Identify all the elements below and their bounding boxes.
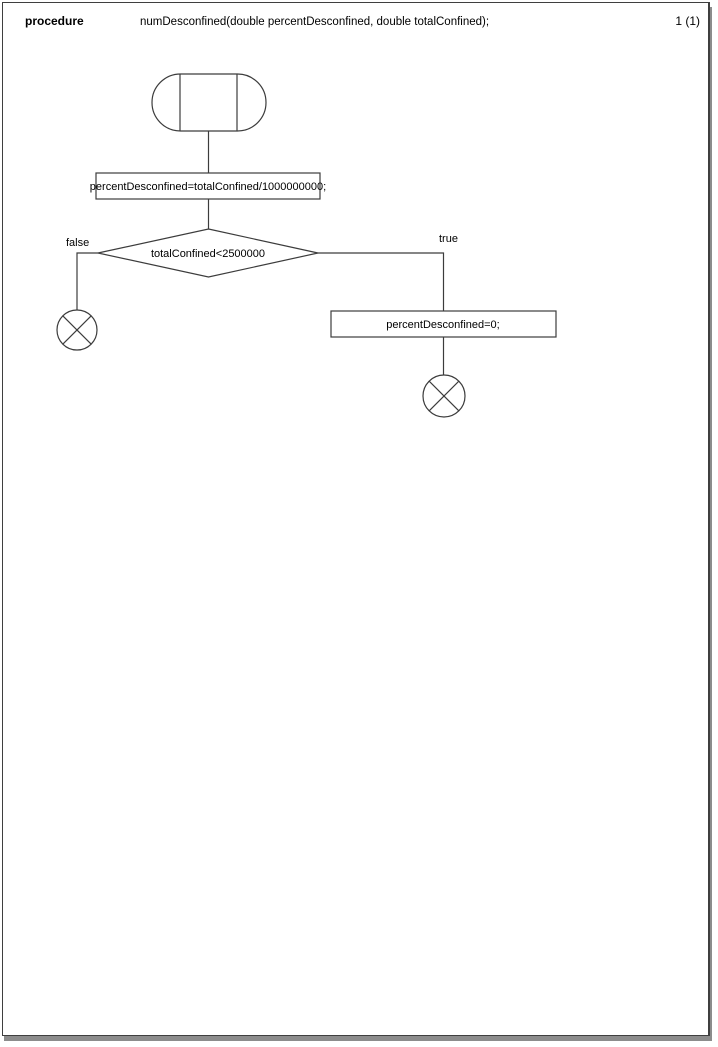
false-branch-connector — [77, 253, 98, 310]
true-branch-connector — [318, 253, 444, 311]
true-branch-label: true — [439, 233, 458, 245]
end-node-true — [423, 375, 465, 417]
start-node — [152, 74, 266, 131]
false-branch-label: false — [66, 237, 90, 249]
page-number: 1 (1) — [675, 14, 700, 28]
procedure-keyword: procedure — [25, 14, 84, 28]
end-node-false — [57, 310, 97, 350]
decision-label: totalConfined<2500000 — [150, 248, 266, 260]
task2-label: percentDesconfined=0; — [386, 319, 500, 331]
task1-label: percentDesconfined=totalConfined/1000000000; — [89, 181, 327, 193]
start-node-outline — [152, 74, 266, 131]
procedure-signature: numDesconfined(double percentDesconfined, double totalConfined); — [140, 16, 490, 28]
